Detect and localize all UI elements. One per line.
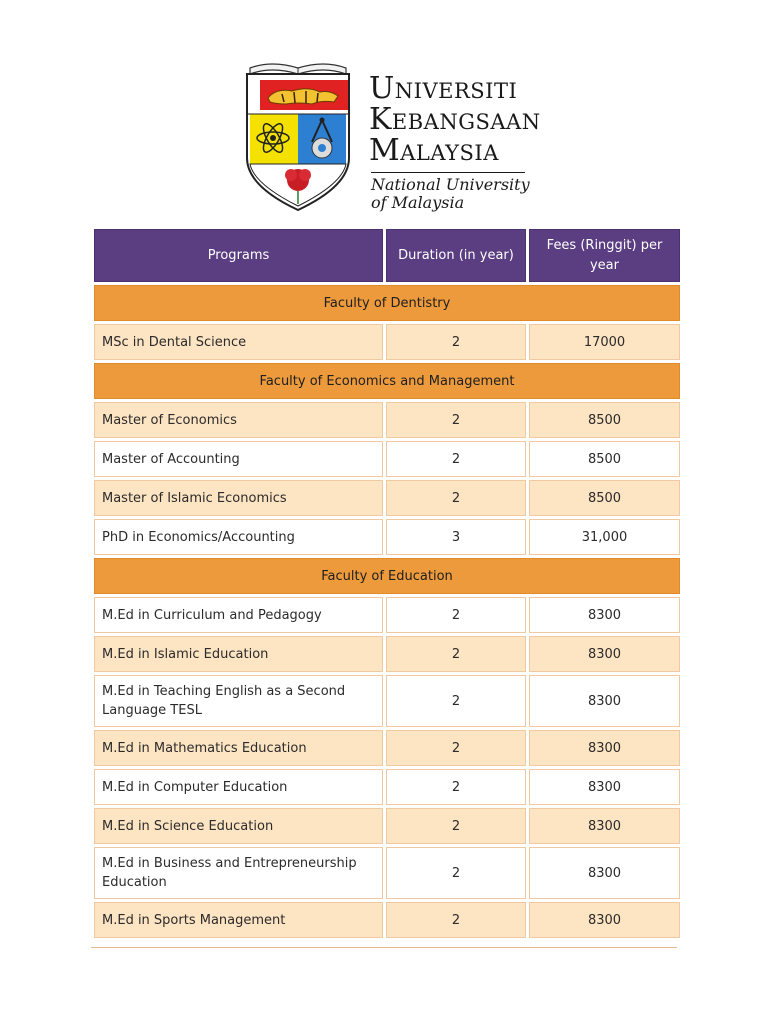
duration-cell: 2 <box>386 402 526 438</box>
program-cell: M.Ed in Sports Management <box>94 902 383 938</box>
fees-cell: 8500 <box>529 402 680 438</box>
university-name <box>369 71 541 168</box>
faculty-row <box>94 363 680 399</box>
ukm-crest-icon <box>242 58 354 214</box>
fees-cell: 8500 <box>529 441 680 477</box>
duration-cell: 2 <box>386 808 526 844</box>
program-cell: PhD in Economics/Accounting <box>94 519 383 555</box>
table-row <box>94 847 680 899</box>
table-row <box>94 675 680 727</box>
program-cell: M.Ed in Teaching English as a Second Language TESL <box>94 675 383 727</box>
duration-cell: 2 <box>386 730 526 766</box>
fees-cell: 8300 <box>529 808 680 844</box>
table-row <box>94 730 680 766</box>
duration-cell: 2 <box>386 847 526 899</box>
fees-cell: 17000 <box>529 324 680 360</box>
university-english-name: National University of Malaysia <box>371 175 530 212</box>
program-cell: M.Ed in Mathematics Education <box>94 730 383 766</box>
university-name-line-1: UNIVERSITI <box>369 71 518 106</box>
faculty-title: Faculty of Education <box>94 558 680 594</box>
col-header-fees: Fees (Ringgit) per year <box>529 229 680 282</box>
fees-cell: 8300 <box>529 597 680 633</box>
duration-cell: 2 <box>386 324 526 360</box>
duration-cell: 2 <box>386 636 526 672</box>
faculty-row <box>94 285 680 321</box>
duration-cell: 2 <box>386 769 526 805</box>
fees-cell: 8300 <box>529 847 680 899</box>
table-row <box>94 636 680 672</box>
table-row <box>94 769 680 805</box>
duration-cell: 2 <box>386 480 526 516</box>
duration-cell: 2 <box>386 597 526 633</box>
table-row <box>94 902 680 938</box>
table-row <box>94 808 680 844</box>
faculty-row <box>94 558 680 594</box>
fees-cell: 31,000 <box>529 519 680 555</box>
faculty-title: Faculty of Economics and Management <box>94 363 680 399</box>
table-row <box>94 519 680 555</box>
program-cell: Master of Islamic Economics <box>94 480 383 516</box>
program-cell: M.Ed in Business and Entrepreneurship Education <box>94 847 383 899</box>
program-cell: M.Ed in Computer Education <box>94 769 383 805</box>
table-header-row <box>94 229 680 282</box>
program-cell: M.Ed in Curriculum and Pedagogy <box>94 597 383 633</box>
table-row <box>94 597 680 633</box>
header-divider <box>371 172 525 173</box>
duration-cell: 3 <box>386 519 526 555</box>
table-row <box>94 480 680 516</box>
fees-table <box>91 226 683 941</box>
program-cell: M.Ed in Science Education <box>94 808 383 844</box>
table-row <box>94 441 680 477</box>
page-header <box>242 58 541 216</box>
university-name-line-3: MALAYSIA <box>369 133 499 168</box>
fees-cell: 8300 <box>529 730 680 766</box>
col-header-duration: Duration (in year) <box>386 229 526 282</box>
fees-cell: 8300 <box>529 902 680 938</box>
university-name-line-2: KEBANGSAAN <box>369 102 541 137</box>
program-cell: M.Ed in Islamic Education <box>94 636 383 672</box>
table-bottom-rule <box>91 947 677 948</box>
duration-cell: 2 <box>386 902 526 938</box>
fees-cell: 8300 <box>529 636 680 672</box>
col-header-programs: Programs <box>94 229 383 282</box>
faculty-title: Faculty of Dentistry <box>94 285 680 321</box>
duration-cell: 2 <box>386 441 526 477</box>
program-cell: Master of Economics <box>94 402 383 438</box>
table-row <box>94 324 680 360</box>
program-cell: Master of Accounting <box>94 441 383 477</box>
table-row <box>94 402 680 438</box>
duration-cell: 2 <box>386 675 526 727</box>
fees-cell: 8300 <box>529 769 680 805</box>
program-cell: MSc in Dental Science <box>94 324 383 360</box>
fees-cell: 8500 <box>529 480 680 516</box>
fees-cell: 8300 <box>529 675 680 727</box>
